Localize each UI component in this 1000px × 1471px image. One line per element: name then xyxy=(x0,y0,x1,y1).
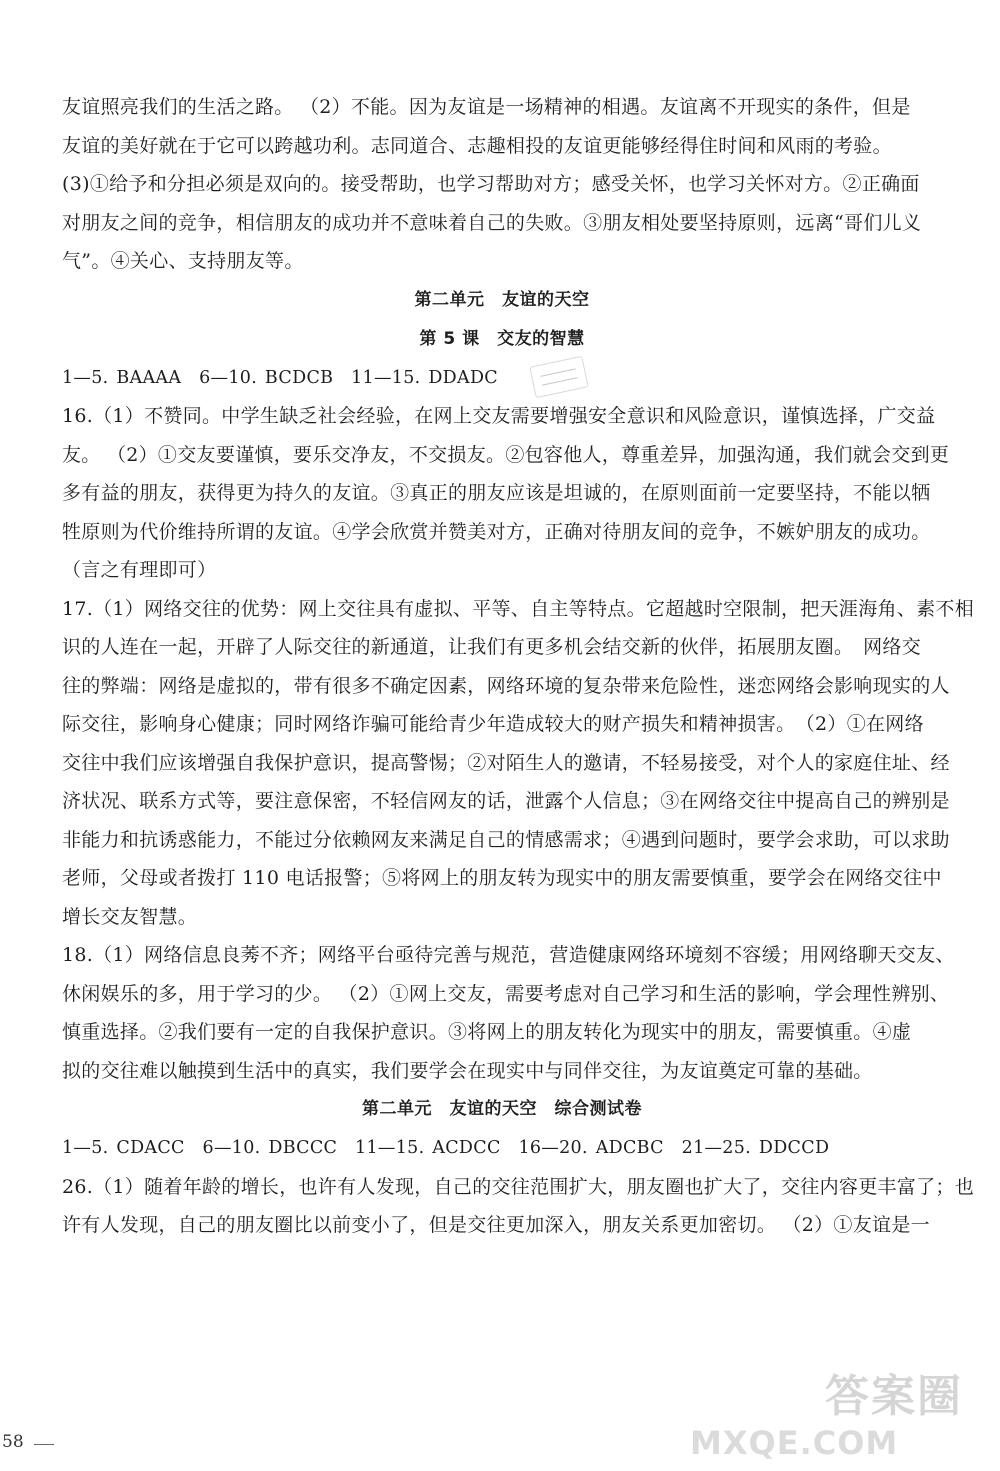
test-heading: 第二单元 友谊的天空 综合测试卷 xyxy=(362,1099,642,1119)
text-line: 许有人发现，自己的朋友圈比以前变小了，但是交往更加深入，朋友关系更加密切。 （2）①友谊是一 xyxy=(62,1214,930,1236)
answer-key: 1—5. CDACC 6—10. DBCCC 11—15. ACDCC 16—20. ADCBC 21—25. DDCCD xyxy=(62,1138,830,1158)
text-line: 往的弊端：网络是虚拟的，带有很多不确定因素，网络环境的复杂带来危险性，迷恋网络会影响现实的人 xyxy=(62,674,950,697)
answer-key: 1—5. BAAAA 6—10. BCDCB 11—15. DDADC xyxy=(62,367,498,388)
text-line: 对朋友之间的竞争，相信朋友的成功并不意味着自己的失败。③朋友相处要坚持原则，远离“哥们儿义 xyxy=(62,211,922,234)
text-line: 友谊照亮我们的生活之路。 （2）不能。因为友谊是一场精神的相遇。友谊离不开现实的条件，但是 xyxy=(62,96,911,118)
section-heading: 第二单元 友谊的天空 xyxy=(414,289,590,310)
text-line: 拟的交往难以触摸到生活中的真实，我们要学会在现实中与同伴交往，为友谊奠定可靠的基础。 xyxy=(62,1059,873,1082)
text-line: 非能力和抗诱惑能力，不能过分依赖网友来满足自己的情感需求；④遇到问题时，要学会求助，可以求助 xyxy=(62,828,950,851)
text-line: 16.（1）不赞同。中学生缺乏社会经验，在网上交友需要增强安全意识和风险意识，谨慎选择，广交益 xyxy=(62,405,936,427)
text-line: 慎重选择。②我们要有一定的自我保护意识。③将网上的朋友转化为现实中的朋友，需要慎重。④虚 xyxy=(62,1021,912,1043)
text-line: 18.（1）网络信息良莠不齐；网络平台亟待完善与规范，营造健康网络环境刻不容缓；用网络聊天交友、 xyxy=(62,944,955,966)
lesson-heading: 第 5 课 交友的智慧 xyxy=(419,328,585,349)
text-line: 休闲娱乐的多，用于学习的少。 （2）①网上交友，需要考虑对自己学习和生活的影响，学会理性辨别、 xyxy=(62,982,950,1005)
text-line: 友。 （2）①交友要谨慎，要乐交净友，不交损友。②包容他人，尊重差异，加强沟通，我们就会交到更 xyxy=(62,443,950,466)
text-line: 牲原则为代价维持所谓的友谊。④学会欣赏并赞美对方，正确对待朋友间的竞争，不嫉妒朋友的成功。 xyxy=(62,520,931,543)
watermark-url: MXQE.COM xyxy=(690,1424,899,1462)
text-line: 增长交友智慧。 xyxy=(62,905,198,928)
text-line: 友谊的美好就在于它可以跨越功利。志同道合、志趣相投的友谊更能够经得住时间和风雨的考验。 xyxy=(62,134,892,157)
text-line: (3)①给予和分担必须是双向的。接受帮助，也学习帮助对方；感受关怀，也学习关怀对方。②正确面 xyxy=(62,173,920,195)
page-content xyxy=(62,88,975,1245)
page-number-dash xyxy=(34,1444,54,1445)
watermark-text: 答案圈 xyxy=(825,1371,963,1422)
text-line: 老师，父母或者拨打 110 电话报警；⑤将网上的朋友转为现实中的朋友需要慎重，要学会在网络交往中 xyxy=(62,867,942,889)
text-line: 济状况、联系方式等，要注意保密，不轻信网友的话，泄露个人信息；③在网络交往中提高自己的辨别是 xyxy=(62,790,950,812)
page-number: 58 xyxy=(2,1432,24,1452)
text-line: 交往中我们应该增强自我保护意识，提高警惕；②对陌生人的邀请，不轻易接受，对个人的家庭住址、经 xyxy=(62,751,950,774)
text-line: 26.（1）随着年龄的增长，也许有人发现，自己的交往范围扩大，朋友圈也扩大了，交往内容更丰富了；也 xyxy=(62,1175,975,1198)
text-line: 际交往，影响身心健康；同时网络诈骗可能给青少年造成较大的财产损失和精神损害。 （2）①在网络 xyxy=(62,713,924,735)
watermark-logo xyxy=(680,1360,980,1460)
text-line: （言之有理即可） xyxy=(62,559,217,581)
text-line: 多有益的朋友，获得更为持久的友谊。③真正的朋友应该是坦诚的，在原则面前一定要坚持，不能以牺 xyxy=(62,482,931,504)
text-line: 识的人连在一起，开辟了人际交往的新通道，让我们有更多机会结交新的伙伴，拓展朋友圈。 网络交 xyxy=(62,636,922,658)
text-line: 17.（1）网络交往的优势：网上交往具有虚拟、平等、自主等特点。它超越时空限制，把天涯海角、素不相 xyxy=(62,597,975,620)
text-line: 气”。④关心、支持朋友等。 xyxy=(62,250,304,272)
